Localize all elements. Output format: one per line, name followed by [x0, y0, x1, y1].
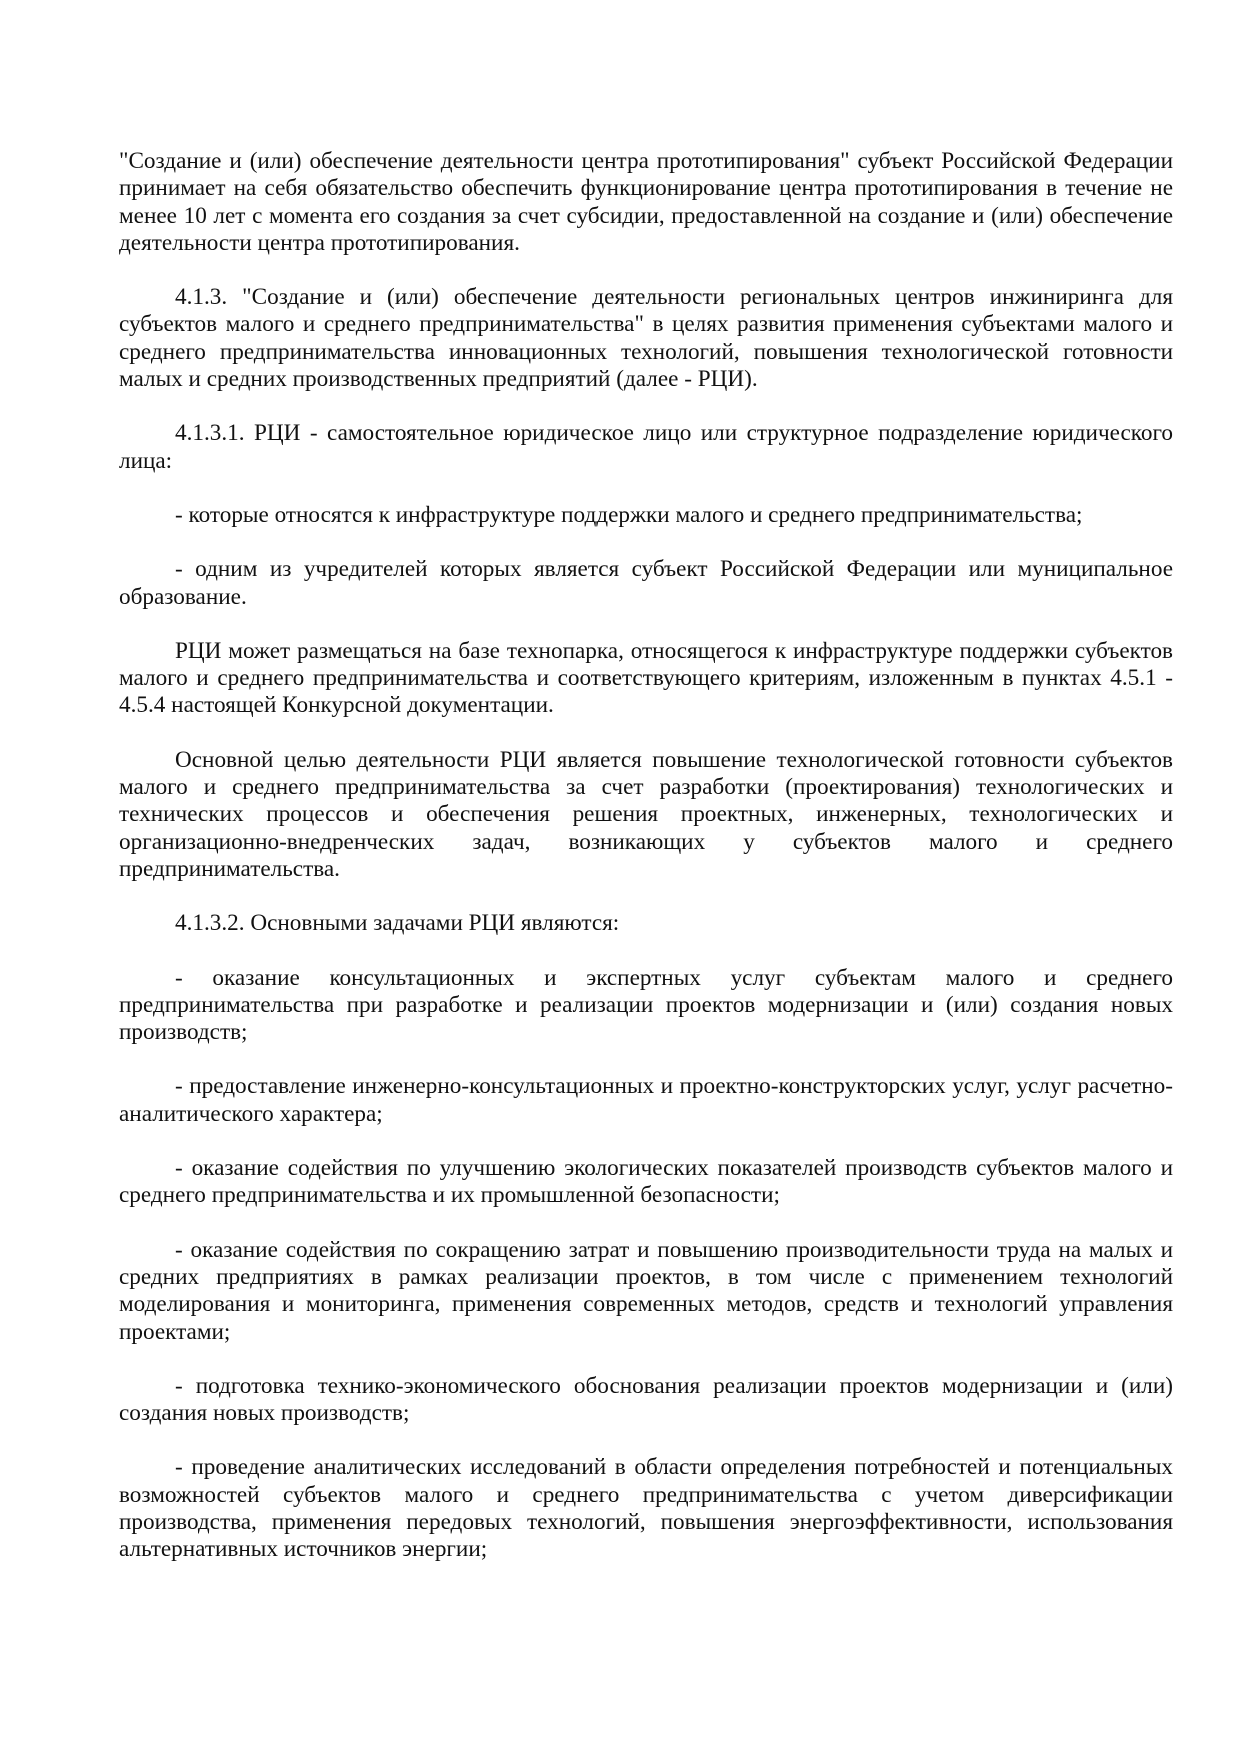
list-item: - оказание консультационных и экспертных услуг субъектам малого и среднего предпринимательства при разработке и реализации проектов модернизации и (или) создания новых производств;	[119, 964, 1173, 1046]
paragraph-prototyping-obligation: "Создание и (или) обеспечение деятельности центра прототипирования" субъект Российской Федерации принимает на себя обязательство обеспечить функционирование центра прототипирования в течение не менее 10 лет с момента его создания за счет субсидии, предоставленной на создание и (или) обеспечение деятельности центра прототипирования.	[119, 148, 1173, 256]
paragraph-rci-placement: РЦИ может размещаться на базе технопарка, относящегося к инфраструктуре поддержки субъектов малого и среднего предпринимательства и соответствующего критериям, изложенным в пунктах 4.5.1 - 4.5.4 настоящей Конкурсной документации.	[119, 637, 1173, 719]
list-item: - проведение аналитических исследований в области определения потребностей и потенциальных возможностей субъектов малого и среднего предпринимательства с учетом диверсификации производства, применения передовых технологий, повышения энергоэффективности, использования альтернативных источников энергии;	[119, 1454, 1173, 1563]
list-item: - подготовка технико-экономического обоснования реализации проектов модернизации и (или) создания новых производств;	[119, 1372, 1173, 1427]
list-item: - предоставление инженерно-консультационных и проектно-конструкторских услуг, услуг расчетно-аналитического характера;	[119, 1073, 1173, 1127]
document-body	[119, 148, 1173, 1564]
list-item: - оказание содействия по улучшению экологических показателей производств субъектов малого и среднего предпринимательства и их промышленной безопасности;	[119, 1155, 1173, 1209]
paragraph-rci-goal: Основной целью деятельности РЦИ является повышение технологической готовности субъектов малого и среднего предпринимательства за счет разработки (проектирования) технологических и технических процессов и обеспечения решения проектных, инженерных, технологических и организационно-внедренческих задач, возникающих у субъектов малого и среднего предпринимательства.	[119, 746, 1173, 882]
list-item: - которые относятся к инфраструктуре поддержки малого и среднего предпринимательства;	[175, 501, 1083, 528]
paragraph-4-1-3: 4.1.3. "Создание и (или) обеспечение деятельности региональных центров инжиниринга для субъектов малого и среднего предпринимательства" в целях развития применения субъектами малого и среднего предпринимательства инновационных технологий, повышения технологической готовности малых и средних производственных предприятий (далее - РЦИ).	[119, 284, 1173, 393]
list-item: - оказание содействия по сокращению затрат и повышению производительности труда на малых и средних предприятиях в рамках реализации проектов, в том числе с применением технологий моделирования и мониторинга, применения современных методов, средств и технологий управления проектами;	[119, 1236, 1173, 1345]
paragraph-4-1-3-2: 4.1.3.2. Основными задачами РЦИ являются:	[175, 910, 620, 937]
paragraph-4-1-3-1: 4.1.3.1. РЦИ - самостоятельное юридическое лицо или структурное подразделение юридического лица:	[119, 420, 1173, 474]
list-item: - одним из учредителей которых является субъект Российской Федерации или муниципальное образование.	[119, 556, 1173, 610]
